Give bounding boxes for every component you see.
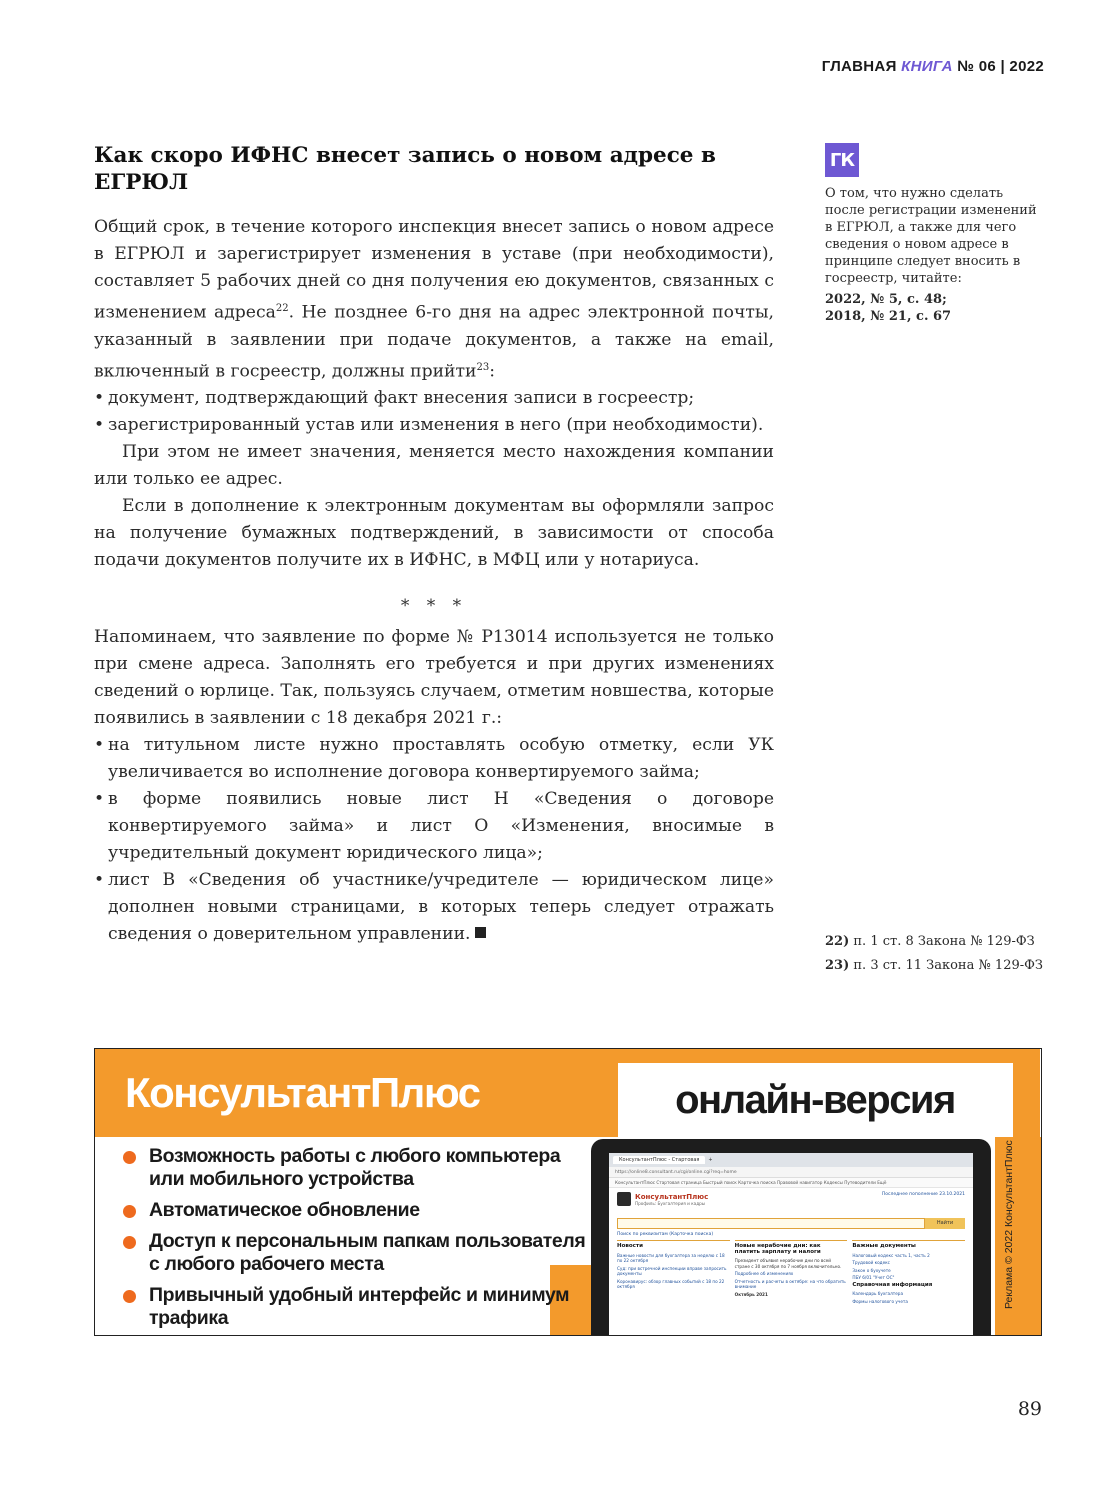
screen-search-link: Поиск по реквизитам (Карточка поиска) [617,1232,714,1237]
screen-col-item: Календарь бухгалтера [852,1291,904,1296]
screen-col-item: Формы налогового учета [852,1298,908,1304]
article [94,142,774,948]
footnote-text: п. 3 ст. 11 Закона № 129-ФЗ [853,958,1044,973]
ad-decor-side [995,1137,1041,1336]
ad-feature-item: Автоматическое обновление [123,1199,593,1222]
screen-col-subtitle: Справочная информация [852,1281,933,1288]
ad-feature-item: Возможность работы с любого компьютера или мобильного устройства [123,1145,593,1191]
footnote-number: 22) [825,934,850,949]
gk-logo-icon: ГК [825,143,859,177]
screen-header [609,1188,973,1218]
screen-col-item: Подробнее об изменениях [734,1271,794,1276]
ad-feature-item: Доступ к персональным папкам пользователя с любого рабочего места [123,1230,593,1276]
paragraph-1-text: Общий срок, в течение которого инспекция внесет запись о новом адресе в ЕГРЮЛ и зарегистрирует изменения в уставе (при необходимости), составляет 5 рабочих дней со дня получения ею документов, связанных с изменением адреса [94,217,774,323]
screen-col-item: Трудовой кодекс [852,1260,890,1265]
paragraph-2: При этом не имеет значения, меняется место нахождения компании или только ее адрес. [94,442,774,490]
browser-tab: КонсультантПлюс - Стартовая [613,1156,705,1164]
list-item-text: лист В «Сведения об участнике/учредителе — юридическом лице» дополнен новыми страницами, в которых теперь следует отражать сведения о доверительном управлении. [108,870,774,945]
sidebar-note-text: О том, что нужно сделать после регистрации изменений в ЕГРЮЛ, а также для чего сведения о новом адресе в принципе следует вносить в госреестр, читайте: [825,186,1037,286]
ad-headline-text: онлайн-версия [618,1063,1013,1137]
screen-col-item: ПБУ 6/01 "Учет ОС" [852,1275,895,1280]
screen-col-item: Налоговый кодекс часть 1, часть 2 [852,1252,930,1258]
magazine-title-part2: КНИГА [901,58,953,75]
laptop-screen [609,1153,973,1336]
screen-col-item: Президент объявил нерабочие дни по всей стране с 30 октября по 7 ноября включительно. [734,1258,842,1269]
screen-col-item: Суд: при встречной инспекции вправе запросить документы [617,1265,727,1276]
article-heading: Как скоро ИФНС внесет запись о новом адресе в ЕГРЮЛ [94,143,716,195]
screen-logo-sub: Профиль: Бухгалтерия и кадры [635,1200,706,1206]
sidebar-note [825,143,1045,325]
paragraph-4: Напоминаем, что заявление по форме № Р13014 используется не только при смене адреса. Заполнять его требуется и при других изменениях сведений о юрлице. Так, пользуясь случаем, отметим новшества, которые появились в заявлении с 18 декабря 2021 г.: [94,627,774,729]
screen-col-item: Важные новости для бухгалтера за неделю с 18 по 22 октября [617,1252,725,1263]
sidebar-ref-2: 2018, № 21, с. 67 [825,309,952,324]
footnote-ref-23: 23 [476,361,490,373]
screen-updated: Последнее пополнение 23.10.2021 [881,1192,965,1197]
footnote-text: п. 1 ст. 8 Закона № 129-ФЗ [853,934,1035,949]
screen-logo [617,1192,708,1206]
issue-number: № 06 | 2022 [957,58,1044,75]
ad-headline [590,1049,1040,1137]
screen-col-documents [852,1240,965,1306]
paragraph-3: Если в дополнение к электронным документам вы оформляли запрос на получение бумажных подтверждений, в зависимости от способа подачи документов получите их в ИФНС, в МФЦ или у нотариуса. [94,496,774,571]
screen-col-news [617,1240,730,1306]
ad-copyright: Реклама © 2022 КонсультантПлюс [1003,1140,1015,1309]
screen-logo-name: КонсультантПлюс [635,1192,709,1201]
screen-col-title: Новые нерабочие дни: как платить зарплату и налоги [734,1243,821,1255]
magazine-title-part1: ГЛАВНАЯ [821,58,897,75]
laptop-mockup [591,1139,991,1336]
footnote-ref-22: 22 [275,303,289,314]
ad-brand-title: КонсультантПлюс [95,1049,590,1137]
advertisement-banner [94,1048,1042,1336]
screen-search-button: Найти [925,1218,965,1229]
page-number: 89 [1017,1398,1042,1420]
paragraph-1-end: : [489,361,495,382]
screen-search [617,1218,965,1229]
browser-bookmarks: КонсультантПлюс Стартовая страница Быстрый поиск Карточка поиска Правовой навигатор Кодексы Путеводители Ещё [609,1178,973,1188]
sidebar-ref-1: 2022, № 5, с. 48; [825,292,947,307]
end-of-article-mark [475,927,486,938]
browser-address-bar: https://online8.consultant.ru/cgi/online.cgi?req=home [609,1167,973,1178]
consultant-logo-icon [617,1192,631,1206]
section-separator: * * * [400,596,468,617]
list-item: • в форме появились новые лист Н «Сведения о договоре конвертируемого займа» и лист О «Изменения, вносимые в учредительный документ юридического лица»; [94,786,774,867]
footnotes [825,930,1065,978]
bullet-list-2 [94,732,774,948]
screen-col-title: Новости [617,1243,643,1249]
footnote-22 [825,930,1065,954]
screen-search-input [617,1218,925,1229]
screen-col-item: Отчетность и расчеты в октябре: на что обратить внимание [734,1278,846,1289]
ad-feature-item: Привычный удобный интерфейс и минимум трафика [123,1284,593,1330]
running-head [822,58,1044,75]
bullet-list-1 [94,385,774,439]
footnote-number: 23) [825,958,850,973]
paragraph-1 [94,214,774,385]
list-item: • зарегистрированный устав или изменения в него (при необходимости). [94,412,774,439]
screen-col-item: Закон о бухучете [852,1267,891,1273]
screen-col-holidays [735,1240,848,1306]
list-item: • документ, подтверждающий факт внесения записи в госреестр; [94,385,774,412]
paragraph-1-cont: . Не позднее 6-го дня на адрес электронной почты, указанный в заявлении при подаче документов, а также на email, включенный в госреестр, должны прийти [94,302,774,382]
browser-tabbar [609,1153,973,1167]
ad-feature-list [123,1145,593,1336]
list-item [94,867,774,948]
screen-col-item: Коронавирус: обзор главных событий с 18 по 22 октября [617,1278,725,1289]
screen-col-title: Важные документы [852,1243,916,1249]
screen-col-item: Октябрь 2021 [734,1291,768,1297]
list-item: • на титульном листе нужно проставлять особую отметку, если УК увеличивается во исполнение договора конвертируемого займа; [94,732,774,786]
new-tab-icon: + [708,1157,713,1163]
footnote-23 [825,954,1065,978]
screen-columns [609,1240,973,1306]
